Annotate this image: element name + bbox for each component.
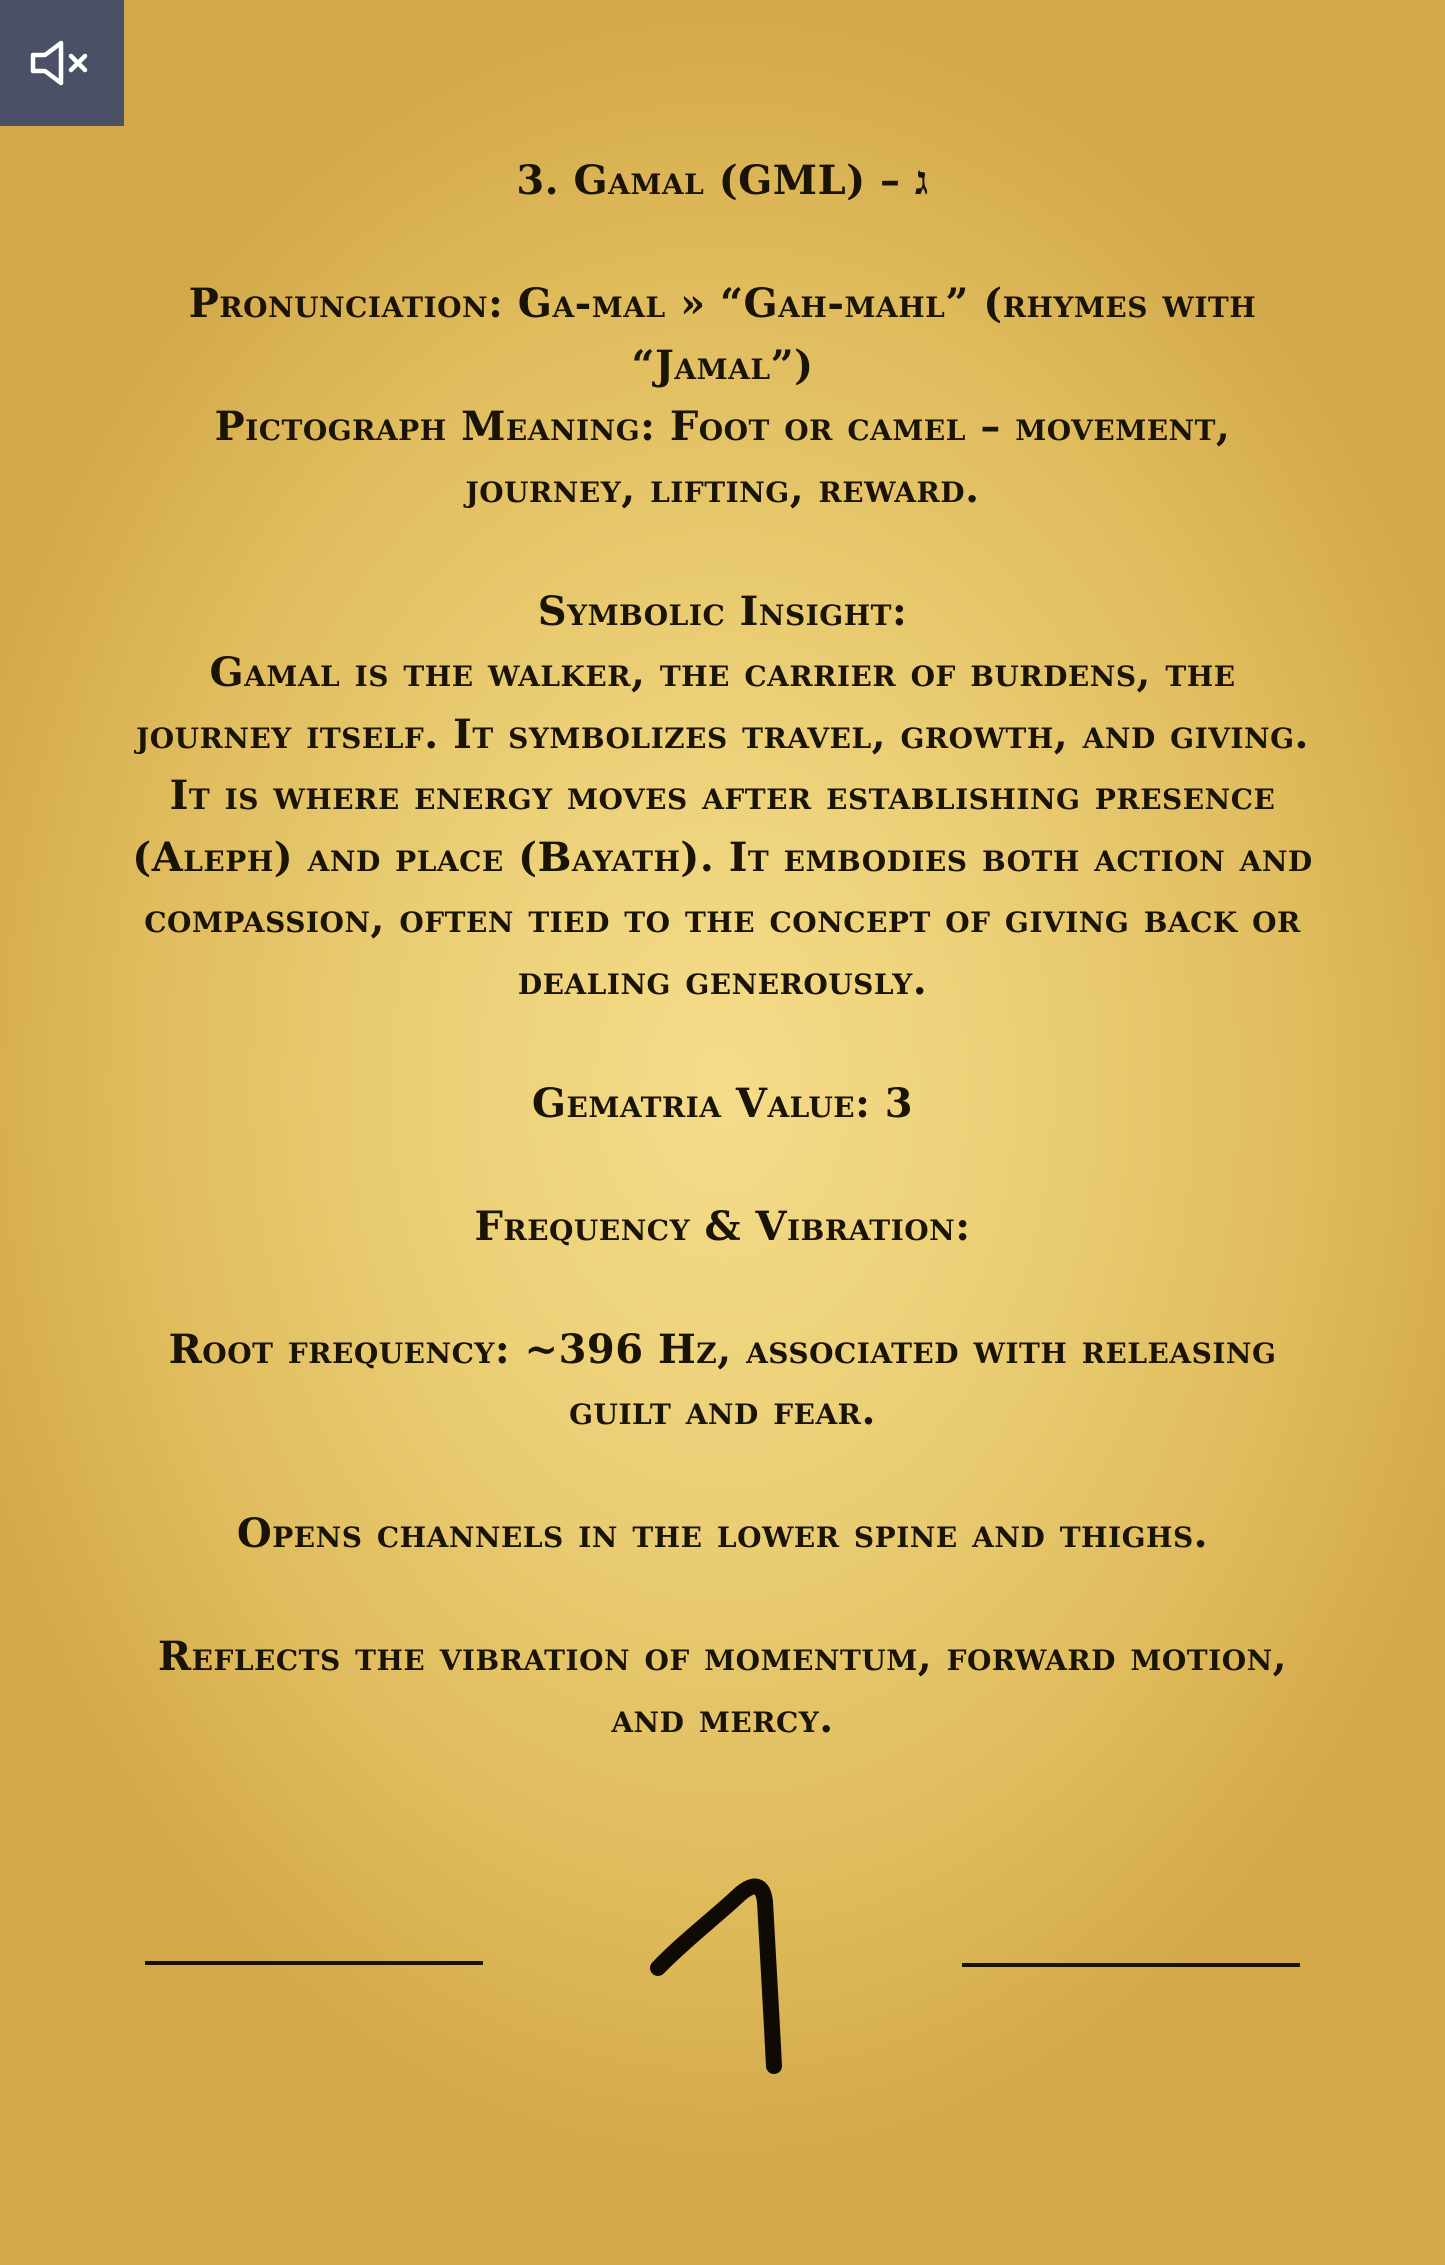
symbolic-insight-text: Gamal is the walker, the carrier of burdens, the journey itself. It symbolizes travel, growth, and giving. It is where energy moves after establishing presence (Aleph) and place (Bayath). It embodies both action and compassion, often tied to the concept of giving back or dealing generously. [132,649,1313,1004]
frequency-root-text: Root frequency: ~396 Hz, associated with releasing guilt and fear. [168,1325,1277,1434]
pronunciation-meaning-block [130,273,1315,519]
mute-button[interactable] [0,0,124,126]
symbolic-insight-heading: Symbolic Insight: [537,587,908,635]
frequency-channels-text: Opens channels in the lower spine and thighs. [236,1510,1209,1557]
divider-right [962,1963,1300,1967]
gimel-letter-glyph [640,1860,800,2080]
gematria-value: Gematria Value: 3 [531,1079,914,1127]
frequency-reflects-text: Reflects the vibration of momentum, forward motion, and mercy. [157,1633,1288,1742]
divider-left [145,1961,483,1965]
letter-title: 3. Gamal (GML) – ג [516,157,929,204]
footer-ornament [0,1860,1445,2100]
speaker-muted-icon [27,38,97,88]
pictograph-meaning-text: Pictograph Meaning: Foot or camel – movement, journey, lifting, reward. [214,403,1231,512]
frequency-heading: Frequency & Vibration: [474,1202,971,1250]
pronunciation-text: Pronunciation: Ga-mal » “Gah-mahl” (rhymes with “Jamal”) [188,280,1257,389]
symbolic-insight-block [130,581,1315,1012]
letter-description [130,150,1315,1811]
